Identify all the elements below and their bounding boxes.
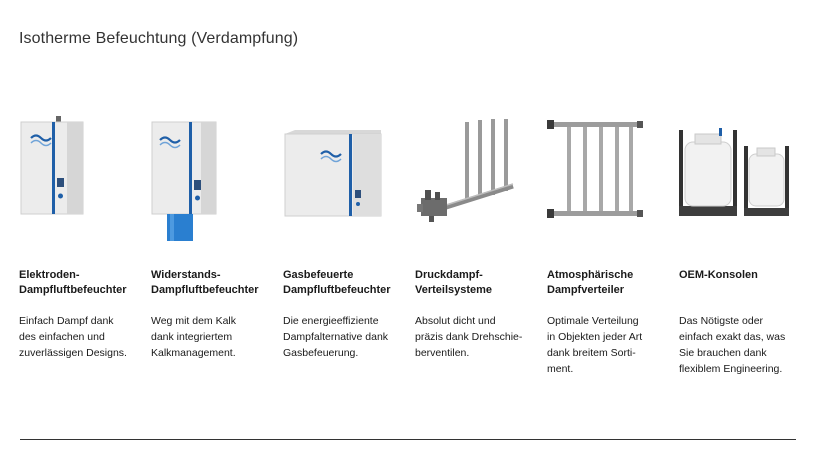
product-description: Absolut dicht und präzis dank Drehschie- berventilen. [415, 315, 523, 359]
product-name: Elektroden- Dampfluftbefeuchter [19, 269, 127, 296]
product-name: Druckdampf- Verteilsysteme [415, 269, 493, 296]
bottom-divider [20, 439, 796, 440]
resistance-humidifier-icon [151, 110, 276, 260]
gas-humidifier-icon [283, 110, 408, 260]
product-description: Optimale Verteilung in Objekten jeder Art dank breitem Sorti- ment. [547, 315, 643, 375]
product-card-atmospheric[interactable] [547, 110, 672, 390]
product-name: Widerstands- Dampfluftbefeuchter [151, 269, 259, 296]
product-card-electrode[interactable] [19, 110, 144, 390]
product-card-resistance[interactable] [151, 110, 276, 390]
product-description: Das Nötigste oder einfach exakt das, was Sie brauchen dank flexiblem Engineering. [679, 315, 786, 375]
product-card-pressure-steam[interactable] [415, 110, 540, 390]
product-name: OEM-Konsolen [679, 269, 758, 281]
product-description: Weg mit dem Kalk dank integriertem Kalkmanagement. [151, 315, 236, 359]
product-name: Gasbefeuerte Dampfluftbefeuchter [283, 269, 391, 296]
oem-console-icon [679, 110, 804, 260]
atmospheric-steam-distributor-icon [547, 110, 672, 260]
page-title: Isotherme Befeuchtung (Verdampfung) [19, 30, 299, 47]
product-description: Einfach Dampf dank des einfachen und zuverlässigen Designs. [19, 315, 127, 359]
electrode-humidifier-icon [19, 110, 144, 260]
product-name: Atmosphärische Dampfverteiler [547, 269, 634, 296]
product-description: Die energieeffiziente Dampfalternative dank Gasbefeuerung. [283, 315, 389, 359]
product-card-gas[interactable] [283, 110, 408, 390]
pressure-steam-distribution-icon [415, 110, 540, 260]
product-card-oem[interactable] [679, 110, 804, 390]
